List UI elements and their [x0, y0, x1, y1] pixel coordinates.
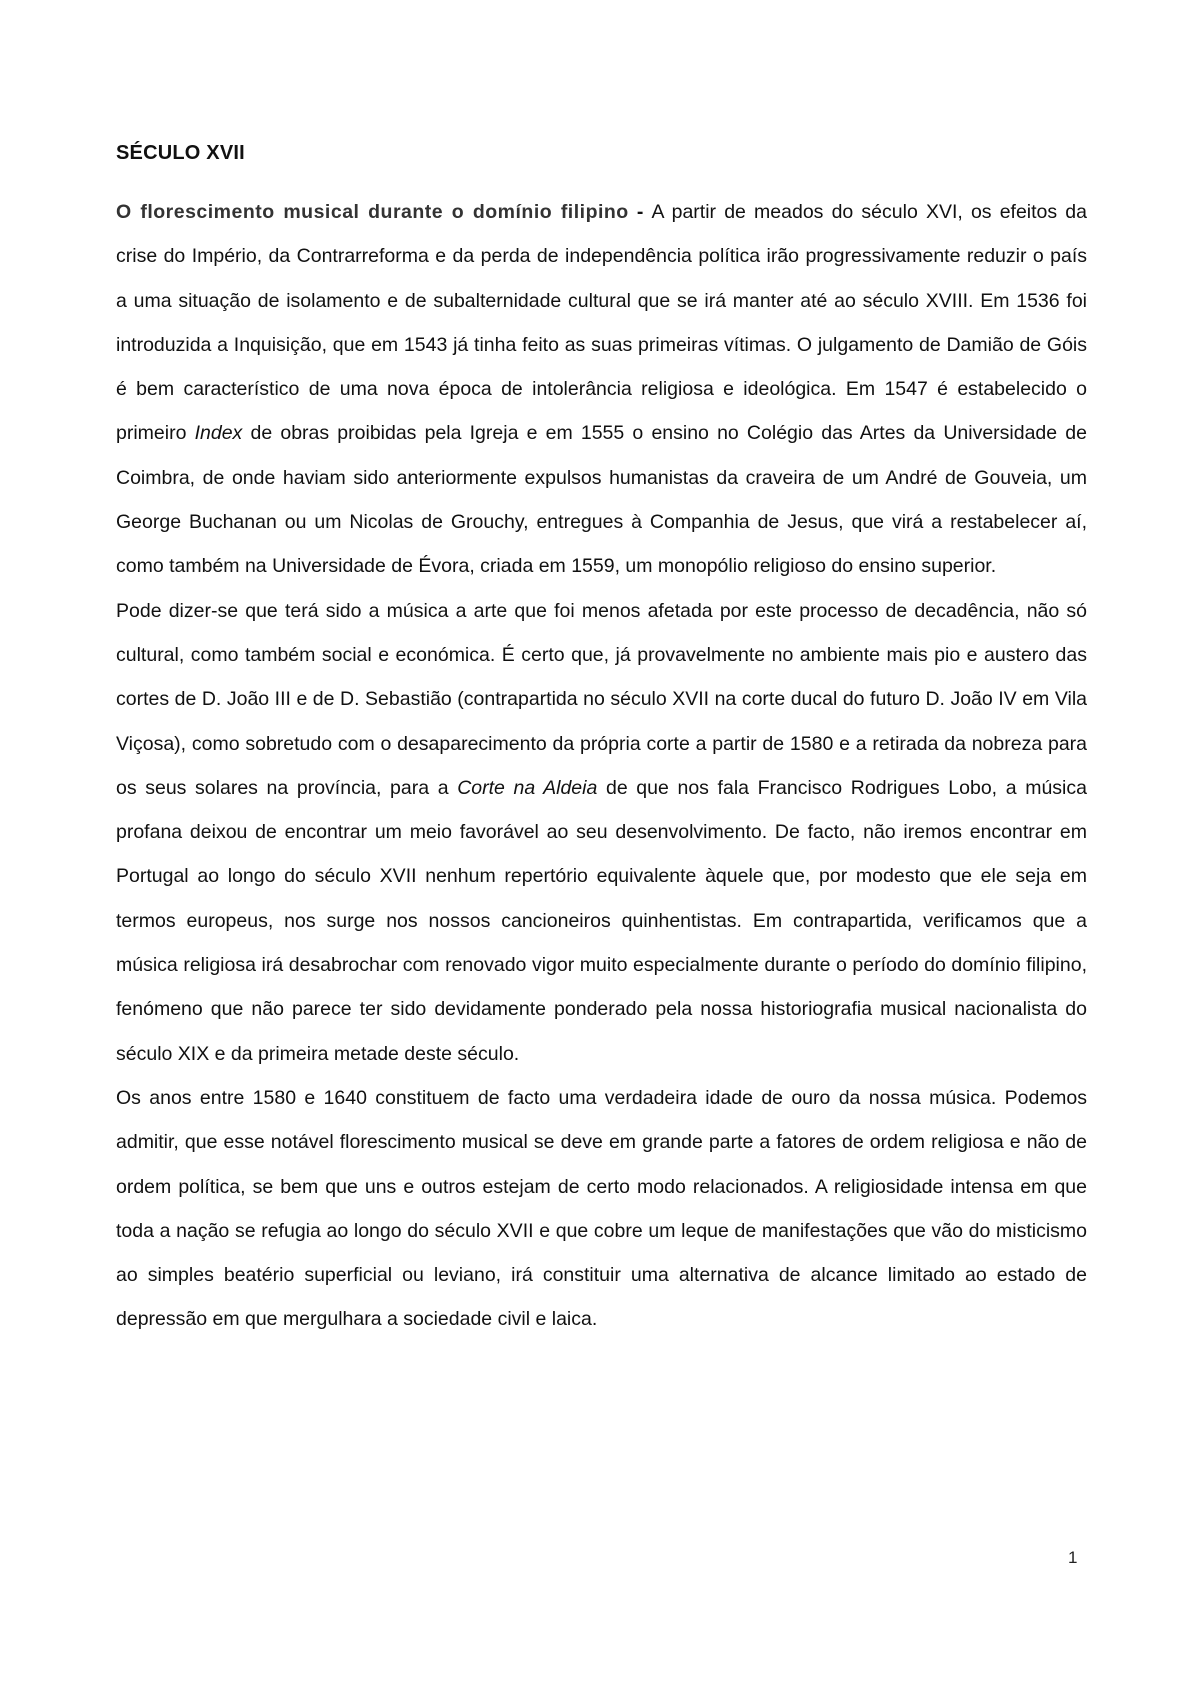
paragraph-1-text-b: de obras proibidas pela Igreja e em 1555 o ensino no Colégio das Artes da Universidade de Coimbra, de onde haviam sido anteriormente expulsos humanistas da craveira de um André de Gouveia, um George Buchanan ou um Nicolas de Grouchy, entregues à Companhia de Jesus, que virá a restabelecer aí, como também na Universidade de Évora, criada em 1559, um monopólio religioso do ensino superior. — [116, 422, 1087, 578]
italic-book-title: Corte na Aldeia — [457, 776, 598, 799]
paragraph-2-text-a: Pode dizer-se que terá sido a música a arte que foi menos afetada por este processo de decadência, não só cultural, como também social e económica. É certo que, já provavelmente no ambiente mais pio e austero das cortes de D. João III e de D. Sebastião (contrapartida no século XVII na corte ducal do futuro D. João IV em Vila Viçosa), como sobretudo com o desaparecimento da própria corte a partir de 1580 e a retirada da nobreza para os seus solares na província, para a — [116, 599, 1087, 799]
lead-separator: - — [628, 201, 652, 223]
section-heading: SÉCULO XVII — [116, 142, 245, 164]
paragraph-1 — [116, 190, 1087, 589]
paragraph-3: Os anos entre 1580 e 1640 constituem de facto uma verdadeira idade de ouro da nossa música. Podemos admitir, que esse notável florescimento musical se deve em grande parte a fatores de ordem religiosa e não de ordem política, se bem que uns e outros estejam de certo modo relacionados. A religiosidade intensa em que toda a nação se refugia ao longo do século XVII e que cobre um leque de manifestações que vão do misticismo ao simples beatério superficial ou leviano, irá constituir uma alternativa de alcance limitado ao estado de depressão em que mergulhara a sociedade civil e laica. — [116, 1086, 1087, 1331]
paragraph-2-text-b: de que nos fala Francisco Rodrigues Lobo, a música profana deixou de encontrar um meio favorável ao seu desenvolvimento. De facto, não iremos encontrar em Portugal ao longo do século XVII nenhum repertório equivalente àquele que, por modesto que ele seja em termos europeus, nos surge nos nossos cancioneiros quinhentistas. Em contrapartida, verificamos que a música religiosa irá desabrochar com renovado vigor muito especialmente durante o período do domínio filipino, fenómeno que não parece ter sido devidamente ponderado pela nossa historiografia musical nacionalista do século XIX e da primeira metade deste século. — [116, 776, 1087, 1065]
italic-index-word: Index — [194, 422, 243, 445]
paragraph-lead-title: O florescimento musical durante o domínio filipino — [116, 201, 629, 223]
document-body — [116, 138, 1087, 1342]
page-number: 1 — [1068, 1548, 1078, 1567]
paragraph-1-text-a: A partir de meados do século XVI, os efeitos da crise do Império, da Contrarreforma e da perda de independência política irão progressivamente reduzir o país a uma situação de isolamento e de subalternidade cultural que se irá manter até ao século XVIII. Em 1536 foi introduzida a Inquisição, que em 1543 já tinha feito as suas primeiras vítimas. O julgamento de Damião de Góis é bem característico de uma nova época de intolerância religiosa e ideológica. Em 1547 é estabelecido o primeiro — [116, 201, 1087, 445]
paragraph-2 — [116, 589, 1087, 1076]
